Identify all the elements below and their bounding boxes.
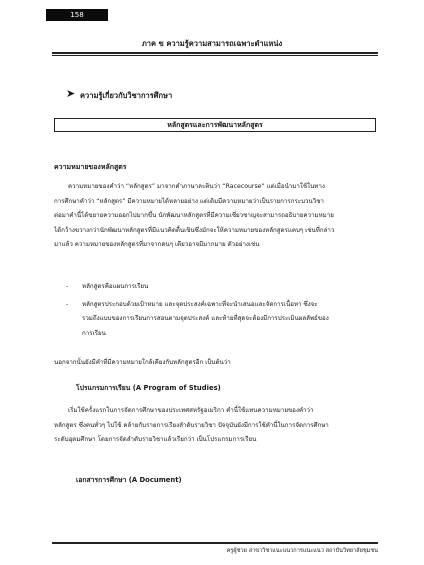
program-paragraph	[54, 404, 376, 448]
paragraph-line: การศึกษาคำว่า “หลักสูตร” มีความหมายได้หลายอย่าง แต่เดิมมีความหมายว่าเป็นรายการกระบวนวิชา	[54, 197, 324, 205]
list-item	[66, 298, 376, 342]
dash-bullet: -	[66, 283, 69, 290]
bullet-line: หลักสูตรประกอบด้วยเป้าหมาย และจุดประสงค์เฉพาะที่จะนำเสนอและจัดการเนื้อหา ซึ่งจะ	[82, 300, 318, 308]
bullet-line: การเรียน	[82, 329, 106, 337]
page-header-title: ภาค ข ความรู้ความสามารถเฉพาะตำแหน่ง	[141, 39, 283, 48]
meaning-heading: ความหมายของหลักสูตร	[54, 163, 127, 171]
bullet-line: รวมถึงแบบของการเรียนการสอนตามจุดประสงค์ และท้ายที่สุดจะต้องมีการประเมินผลลัพธ์ของ	[82, 315, 329, 323]
paragraph-line: หลักสูตร ซึ่งคนทั่วๆ ไปใช้ คล้ายกับรายการเรียงลำดับรายวิชา ปัจจุบันยังมีการใช้คำนี้ในการจัดการศึกษา	[54, 421, 329, 429]
page-number: 158	[46, 9, 108, 21]
dash-bullet: -	[66, 300, 69, 308]
paragraph-line: มาแล้ว ความหมายของหลักสูตรที่มาจากคนๆ เดียวอาจมีมากมาย ตัวอย่างเช่น	[54, 241, 260, 249]
boxed-topic-title: หลักสูตรและการพัฒนาหลักสูตร	[54, 118, 376, 132]
meaning-closing-paragraph	[54, 356, 376, 371]
program-heading: โปรแกรมการเรียน (A Program of Studies)	[76, 384, 221, 392]
bullet-line: หลักสูตรคือแผนการเรียน	[82, 283, 149, 290]
paragraph-line: นอกจากนั้นยังมีคำที่มีความหมายใกล้เคียงกับหลักสูตรอีก เป็นต้นว่า	[54, 359, 231, 366]
meaning-bullet-list	[66, 280, 376, 341]
paragraph-line: เริ่มใช้ครั้งแรกในการจัดการศึกษาของประเทศสหรัฐอเมริกา คำนี้ใช้แทนความหมายของคำว่า	[68, 407, 314, 414]
footer-rule	[52, 542, 378, 544]
paragraph-line: ได้กว้างขวางกว่านักพัฒนาหลักสูตรที่มีแนวคิดตื้นเขินซึ่งมักจะให้ความหมายของหลักสูตรแคบๆ เช่นที่กล่าว	[54, 226, 335, 234]
meaning-paragraph	[54, 180, 376, 253]
header-rule-thin	[52, 55, 378, 56]
header-rule	[52, 52, 378, 54]
list-item	[66, 280, 376, 295]
arrow-bullet-icon: ➤	[66, 87, 76, 100]
paragraph-line: ระดับอุดมศึกษา โดยการจัดลำดับรายวิชาแล้วเรียกว่า เป็นโปรแกรมการเรียน	[54, 436, 257, 444]
section-heading: ความรู้เกี่ยวกับวิชาการศึกษา	[80, 91, 173, 100]
paragraph-line: ต่อมาคำนี้ได้ขยายความออกไปมากขึ้น นักพัฒนาหลักสูตรที่มีความเชี่ยวชาญจะสามารถอธิบายความหมาย	[54, 212, 334, 220]
paragraph-line: ความหมายของคำว่า “หลักสูตร” มาจากคำภาษาละตินว่า “Racecourse” แต่เมื่อนำมาใช้ในทาง	[68, 183, 325, 190]
page-footer: ครูผู้ช่วย สาขาวิชาแนะแนวการแนะแนว สถาบันวิทยาลัยชุมชน	[226, 548, 378, 554]
document-heading: เอกสารการศึกษา (A Document)	[76, 476, 182, 484]
